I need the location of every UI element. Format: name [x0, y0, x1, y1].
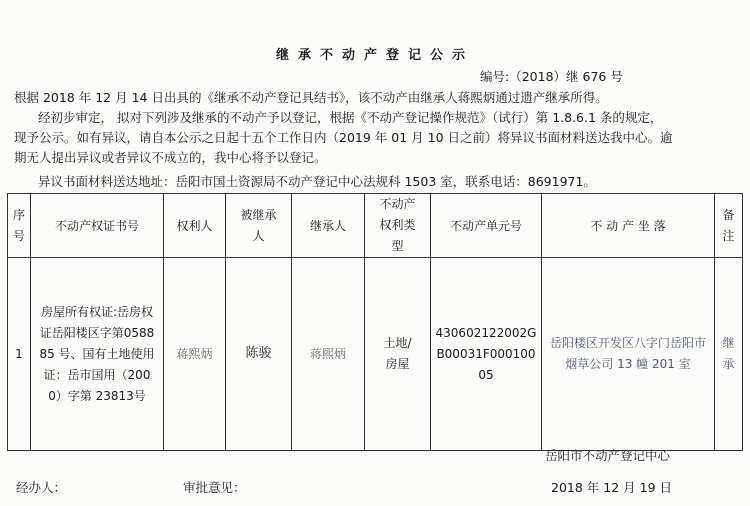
issue-date: 2018 年 12 月 19 日: [551, 480, 672, 495]
cell-obligee: 蒋熙炳: [164, 258, 226, 451]
header-remark: 备注: [715, 194, 743, 258]
table-header-row: [8, 194, 743, 258]
header-location: 不 动 产 坐 落: [542, 194, 715, 258]
paragraph-4: 期无人提出异议或者异议不成立的，我中心将予以登记。: [14, 150, 327, 165]
paragraph-3: 现予公示。如有异议，请自本公示之日起十五个工作日内（2019 年 01 月 10 日之前）将异议书面材料送达我中心。逾: [14, 130, 673, 145]
header-obligee: 权利人: [164, 194, 226, 258]
cell-right-type: 土地/房屋: [365, 258, 431, 451]
header-cert-no: 不动产权证书号: [31, 194, 164, 258]
issuing-office: 岳阳市不动产登记中心: [545, 448, 671, 463]
cell-unit-no: 430602122002GB00031F00010005: [431, 258, 542, 451]
header-seq: 序号: [8, 194, 31, 258]
cell-remark: 继承: [715, 258, 743, 451]
cell-cert-no: 房屋所有权证:岳房权证岳阳楼区字第058885 号、国有土地使用证：岳市国用（2000）字第 23813号: [31, 258, 164, 451]
paragraph-1: 根据 2018 年 12 月 14 日出具的《继承不动产登记具结书》，该不动产由继承人蒋熙炳通过遗产继承所得。: [14, 90, 608, 105]
cell-heir: 蒋熙炳: [292, 258, 365, 451]
document-number: 编号:（2018）继 676 号: [480, 69, 623, 84]
header-heir: 继承人: [292, 194, 365, 258]
paragraph-2: 经初步审定， 拟对下列涉及继承的不动产予以登记，根据《不动产登记操作规范》（试行）第 1.8.6.1 条的规定，: [38, 110, 663, 125]
table-row: [8, 258, 743, 451]
registration-table: [7, 193, 743, 451]
header-decedent: 被继承人: [226, 194, 292, 258]
document-title: 继承不动产登记公示: [275, 48, 474, 63]
cell-decedent: 陈骏: [226, 258, 292, 451]
cell-location: 岳阳楼区开发区八字门岳阳市烟草公司 13 幢 201 室: [542, 258, 715, 451]
paragraph-5: 异议书面材料送达地址：岳阳市国土资源局不动产登记中心法规科 1503 室，联系电话：8691971。: [38, 174, 596, 189]
header-right-type: 不动产权利类型: [365, 194, 431, 258]
cell-seq: 1: [8, 258, 31, 451]
approval-label: 审批意见：: [183, 480, 246, 495]
header-unit-no: 不动产单元号: [431, 194, 542, 258]
handler-label: 经办人：: [16, 480, 67, 495]
